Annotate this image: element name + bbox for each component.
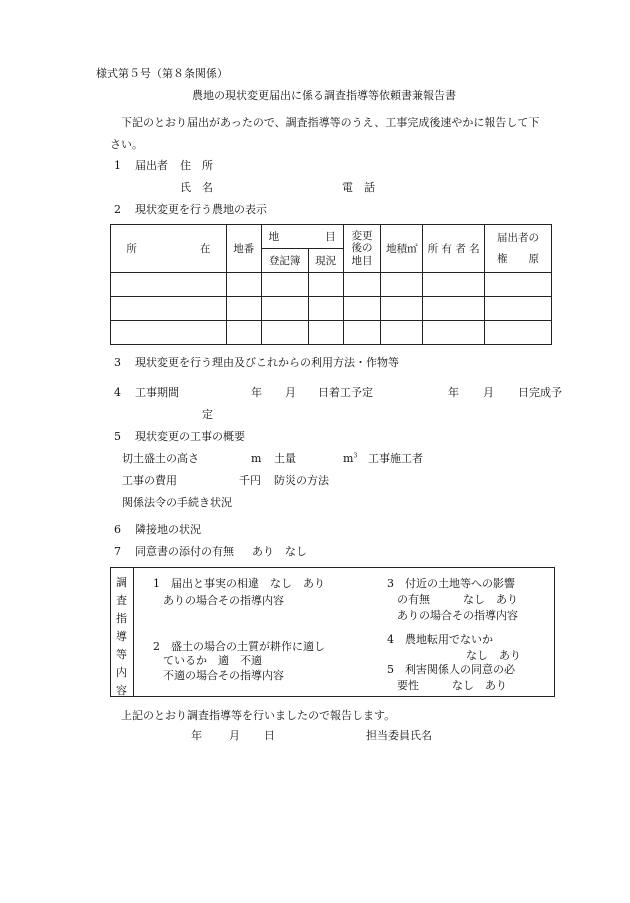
s4-end-day: 日完成予 <box>518 386 562 399</box>
s5-volume-unit: $m^3$ <box>343 452 358 465</box>
s7-num: 7 <box>114 545 121 558</box>
header-category-after-change: 変更 後の 地目 <box>343 225 381 273</box>
s7-label: 同意書の添付の有無 <box>135 545 234 558</box>
inquiry-2-line-2: ているか 適 不適 <box>163 654 262 667</box>
s5-contractor-label: 工事施工者 <box>368 452 423 465</box>
s5-num: 5 <box>114 430 121 443</box>
s1-label: 届出者 <box>135 159 168 172</box>
s4-num: 4 <box>114 386 121 399</box>
s2-num: 2 <box>114 203 121 216</box>
inquiry-2-line-1: 2 盛土の場合の土質が耕作に適し <box>153 640 325 653</box>
s1-address-label: 住 所 <box>180 159 213 172</box>
s5-volume-label: 土量 <box>274 452 296 465</box>
s5-law-label: 関係法令の手続き状況 <box>122 496 232 509</box>
s3-num: 3 <box>114 356 121 369</box>
s4-start-month: 月 <box>285 386 296 399</box>
s5-label: 現状変更の工事の概要 <box>135 430 245 443</box>
inquiry-box <box>110 567 555 697</box>
header-location: 所 在 <box>111 225 227 273</box>
inquiry-5-line-2: 要性 なし あり <box>397 679 507 692</box>
header-registry: 登記簿 <box>261 249 308 273</box>
header-applicant-right: 届出者の 権 原 <box>485 225 552 273</box>
inquiry-3-line-2: の有無 なし あり <box>397 593 518 606</box>
s4-end-continued: 定 <box>202 408 213 421</box>
inquiry-4-line-2: なし あり <box>466 649 521 662</box>
header-current: 現況 <box>308 249 343 273</box>
s5-cost-unit: 千円 <box>239 474 261 487</box>
inquiry-2-line-3: 不適の場合その指導内容 <box>163 669 284 682</box>
officer-name-label: 担当委員氏名 <box>366 729 432 742</box>
header-owner: 所 有 者 名 <box>423 225 485 273</box>
inquiry-4-line-1: 4 農地転用でないか <box>387 633 493 646</box>
table-row <box>111 297 552 321</box>
s4-end-year: 年 <box>448 386 459 399</box>
s3-label: 現状変更を行う理由及びこれからの利用方法・作物等 <box>135 356 399 369</box>
inquiry-3-line-3: ありの場合その指導内容 <box>397 609 518 622</box>
header-land-category: 地 目 <box>261 225 343 249</box>
inquiry-side-label: 調 査 指 導 等 内 容 <box>111 568 134 696</box>
inquiry-1-line-2: ありの場合その指導内容 <box>163 594 284 607</box>
header-lot-number: 地番 <box>226 225 261 273</box>
inquiry-3-line-1: 3 付近の土地等への影響 <box>387 577 515 590</box>
s4-start-year: 年 <box>251 386 262 399</box>
s1-name-label: 氏 名 <box>180 181 213 194</box>
s5-height-unit: m <box>251 452 262 465</box>
s7-no: なし <box>285 545 307 558</box>
intro-line-1: 下記のとおり届出があったので、調査指導等のうえ、工事完成後速やかに報告して下 <box>121 116 540 129</box>
s4-start-day: 日着工予定 <box>318 386 373 399</box>
s1-phone-label: 電 話 <box>342 181 375 194</box>
s6-num: 6 <box>114 523 121 536</box>
footer-day: 日 <box>264 729 275 742</box>
inquiry-5-line-1: 5 利害関係人の同意の必 <box>387 663 515 676</box>
form-number: 様式第５号（第８条関係） <box>96 67 228 80</box>
table-row <box>111 321 552 345</box>
s5-cost-label: 工事の費用 <box>122 474 177 487</box>
page-title: 農地の現状変更届出に係る調査指導等依頼書兼報告書 <box>192 89 456 102</box>
s5-disaster-label: 防災の方法 <box>274 474 329 487</box>
farmland-table <box>110 224 552 345</box>
s6-label: 隣接地の状況 <box>135 523 201 536</box>
s4-label: 工事期間 <box>135 386 179 399</box>
header-area: 地積㎡ <box>381 225 423 273</box>
s1-num: 1 <box>114 159 121 172</box>
inquiry-1-line-1: 1 届出と事実の相違 なし あり <box>153 577 325 590</box>
report-statement: 上記のとおり調査指導等を行いましたので報告します。 <box>121 709 396 722</box>
s4-end-month: 月 <box>483 386 494 399</box>
footer-year: 年 <box>191 729 202 742</box>
footer-month: 月 <box>229 729 240 742</box>
table-row <box>111 273 552 297</box>
s7-yes: あり <box>252 545 274 558</box>
s2-label: 現状変更を行う農地の表示 <box>135 203 267 216</box>
s5-height-label: 切土盛土の高さ <box>122 452 199 465</box>
intro-line-2: さい。 <box>110 138 143 151</box>
